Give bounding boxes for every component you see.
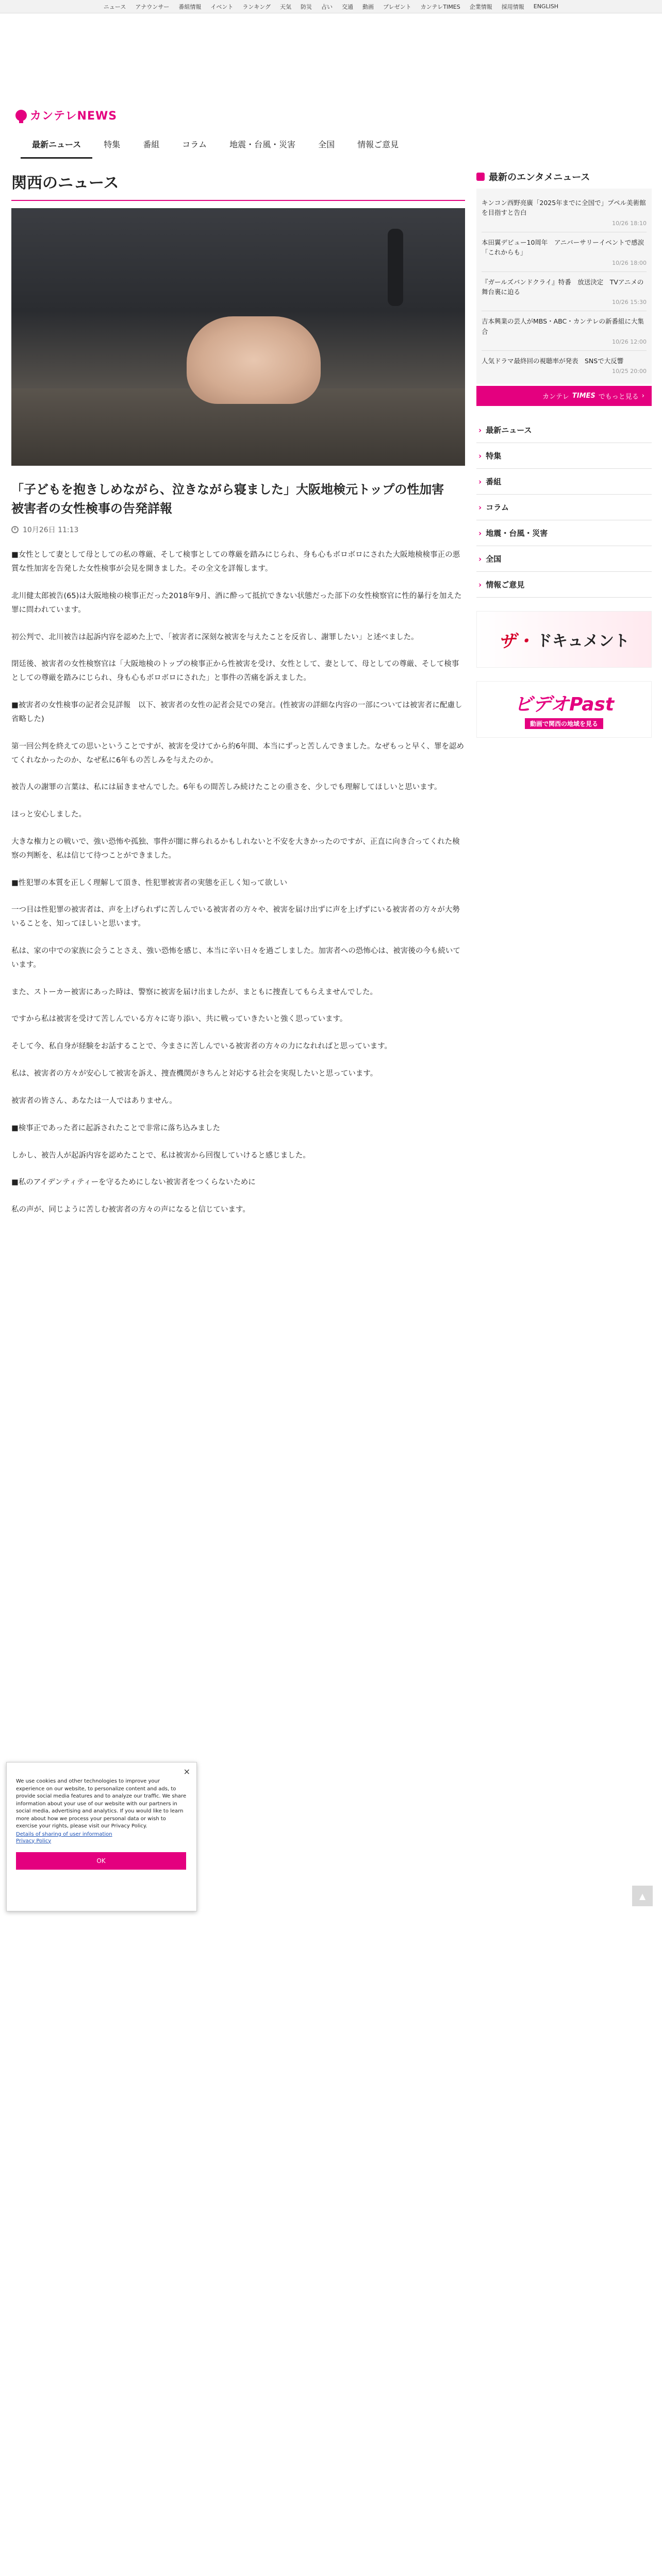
article-hero-image bbox=[11, 208, 465, 466]
banner-past-caption: 動画で関西の地域を見る bbox=[525, 718, 603, 729]
cookie-link-privacy[interactable]: Privacy Policy bbox=[16, 1838, 52, 1844]
utility-link[interactable]: 交通 bbox=[342, 3, 354, 10]
hands-shape bbox=[187, 316, 321, 404]
sidebar-category-item[interactable] bbox=[476, 443, 652, 469]
sidebar-category-item[interactable] bbox=[476, 546, 652, 572]
sidebar-category-label: コラム bbox=[486, 503, 509, 513]
utility-link[interactable]: ENGLISH bbox=[533, 3, 559, 10]
sidebar-category-label: 番組 bbox=[486, 477, 502, 487]
ent-heading bbox=[476, 170, 652, 189]
utility-link[interactable]: アナウンサー bbox=[135, 3, 170, 10]
sidebar-category-label: 情報ご意見 bbox=[486, 580, 525, 590]
utility-bar bbox=[0, 0, 662, 13]
ent-news-item[interactable] bbox=[482, 351, 647, 380]
logo-pin-icon bbox=[15, 110, 27, 121]
article-paragraph: ですから私は被害を受けて苦しんでいる方々に寄り添い、共に戦っていきたいと強く思っています。 bbox=[11, 1015, 347, 1024]
article-paragraph: 北川健太郎被告(65)は大阪地検の検事正だった2018年9月、酒に酔って抵抗できない状態だった部下の女性検察官に性的暴行を加えた罪に問われています。 bbox=[11, 592, 462, 614]
chevron-up-icon: ▲ bbox=[639, 1891, 646, 1901]
ent-news-date: 10/26 18:10 bbox=[612, 219, 647, 227]
chevron-right-icon: › bbox=[641, 392, 644, 400]
cookie-ok-button[interactable]: OK bbox=[16, 1852, 186, 1870]
category-list bbox=[476, 417, 652, 598]
utility-link[interactable]: ランキング bbox=[242, 3, 271, 10]
article-paragraph: しかし、被告人が起訴内容を認めたことで、私は被害から回復していけると感じました。 bbox=[11, 1151, 310, 1160]
section-title: 関西のニュース bbox=[11, 170, 465, 201]
utility-link[interactable]: ニュース bbox=[103, 3, 126, 10]
chevron-right-icon: › bbox=[478, 502, 482, 512]
ent-news-list bbox=[476, 189, 652, 384]
banner-past-title: ビデオPast bbox=[514, 694, 615, 716]
article-paragraph: 大きな権力との戦いで、強い恐怖や孤独、事件が闇に葬られるかもしれないと不安を大きかったのですが、正直に向き合ってくれた検察の判断を、私は信じて待つことができました。 bbox=[11, 837, 460, 860]
ent-news-item[interactable] bbox=[482, 193, 647, 232]
chevron-right-icon: › bbox=[478, 451, 482, 461]
article-paragraph: ■性犯罪の本質を正しく理解して頂き、性犯罪被害者の実態を正しく知って欲しい bbox=[11, 878, 288, 887]
nav-item[interactable]: 全国 bbox=[318, 140, 335, 149]
site-logo[interactable] bbox=[15, 107, 117, 123]
article-paragraph: ■女性として妻として母としての私の尊厳、そして検事としての尊厳を踏みにじられ、身も心もボロボロにされた大阪地検検事正の悪質な性加害を告発した女性検事が会見を開きました。その全文を詳報します。 bbox=[11, 551, 460, 573]
primary-nav bbox=[21, 138, 410, 159]
article-paragraph: 私は、被害者の方々が安心して被害を訴え、捜査機関がきちんと対応する社会を実現したいと思っています。 bbox=[11, 1070, 378, 1078]
article-paragraph: また、ストーカー被害にあった時は、警察に被害を届け出ましたが、まともに捜査してもらえませんでした。 bbox=[11, 988, 378, 996]
ent-news-date: 10/26 15:30 bbox=[612, 299, 647, 306]
ent-news-title: 『ガールズバンドクライ』特番 放送決定 TVアニメの舞台裏に迫る bbox=[482, 278, 644, 296]
utility-link[interactable]: 防災 bbox=[301, 3, 312, 10]
article-title: 「子どもを抱きしめながら、泣きながら寝ました」大阪地検元トップの性加害 被害者の女性検事の告発詳報 bbox=[11, 482, 457, 516]
sidebar-category-item[interactable] bbox=[476, 495, 652, 520]
utility-link[interactable]: イベント bbox=[210, 3, 234, 10]
sidebar-category-label: 最新ニュース bbox=[486, 426, 532, 435]
article-paragraph: そして今、私自身が経験をお話することで、今まさに苦しんでいる被害者の方々の力になれればと思っています。 bbox=[11, 1042, 392, 1051]
article-paragraph: ■私のアイデンティティーを守るためにしない被害者をつくらないために bbox=[11, 1178, 256, 1187]
times-prefix: カンテレ bbox=[542, 393, 569, 401]
clock-icon bbox=[11, 526, 19, 533]
sidebar-category-label: 地震・台風・災害 bbox=[486, 529, 548, 538]
sidebar-category-label: 全国 bbox=[486, 554, 502, 564]
chevron-right-icon: › bbox=[478, 528, 482, 538]
nav-item[interactable]: 情報ご意見 bbox=[357, 140, 399, 149]
sidebar bbox=[476, 170, 652, 738]
cookie-text: We use cookies and other technologies to improve your experience on our website, to personalize content and ads, to provide social media features and to analyze our traffic. We share information about your use of our website with our partners in social media, advertising and analytics. If you would like to learn more about how we process your personal data or wish to exercise your rights, please visit our Privacy Policy. bbox=[16, 1778, 187, 1829]
site-header bbox=[0, 13, 662, 123]
utility-link[interactable]: 番組情報 bbox=[178, 3, 202, 10]
nav-item[interactable]: 特集 bbox=[104, 140, 121, 149]
banner-the-document[interactable] bbox=[476, 611, 652, 668]
article-paragraph: 被告人の謝罪の言葉は、私には届きませんでした。6年もの間苦しみ続けたことの重さを、少しでも理解してほしいと思います。 bbox=[11, 783, 442, 792]
entertainment-icon bbox=[476, 173, 485, 181]
article-paragraph: 私の声が、同じように苦しむ被害者の方々の声になると信じています。 bbox=[11, 1206, 250, 1214]
main-content bbox=[11, 170, 465, 1230]
scroll-top-button[interactable] bbox=[632, 1886, 653, 1906]
ent-news-date: 10/26 18:00 bbox=[612, 259, 647, 266]
ent-heading-text: 最新のエンタメニュース bbox=[489, 172, 590, 183]
ent-news-title: 人気ドラマ最終回の視聴率が発表 SNSで大反響 bbox=[482, 357, 624, 365]
ent-news-item[interactable] bbox=[482, 232, 647, 272]
article-body bbox=[11, 548, 465, 1217]
article-paragraph: 一つ目は性犯罪の被害者は、声を上げられずに苦しんでいる被害者の方々や、被害を届け出ずに声を上げずにいる被害者の方々が大勢いることを、知ってほしいと思います。 bbox=[11, 906, 460, 928]
chevron-right-icon: › bbox=[478, 580, 482, 589]
utility-link[interactable]: プレゼント bbox=[383, 3, 411, 10]
utility-link[interactable]: 占い bbox=[321, 3, 333, 10]
utility-link[interactable]: 天気 bbox=[280, 3, 292, 10]
cookie-consent-dialog bbox=[6, 1762, 197, 1911]
article-paragraph: ■被害者の女性検事の記者会見詳報 以下、被害者の女性の記者会見での発言。(性被害の詳細な内容の一部については被害者に配慮し省略した) bbox=[11, 701, 462, 723]
sidebar-category-item[interactable] bbox=[476, 417, 652, 443]
nav-item[interactable]: 地震・台風・災害 bbox=[229, 140, 296, 149]
ent-news-item[interactable] bbox=[482, 311, 647, 351]
times-suffix: でもっと見る bbox=[598, 393, 639, 401]
article-date-text: 10月26日 11:13 bbox=[23, 526, 79, 535]
article-paragraph: 私は、家の中での家族に会うことさえ、強い恐怖を感じ、本当に辛い日々を過ごしました。加害者への恐怖心は、被害後の今も続いています。 bbox=[11, 947, 460, 969]
ent-news-title: キンコン西野亮廣「2025年までに全国で」プペル美術館を目指すと告白 bbox=[482, 199, 646, 217]
chevron-right-icon: › bbox=[478, 554, 482, 564]
sidebar-category-item[interactable] bbox=[476, 520, 652, 546]
ent-news-item[interactable] bbox=[482, 272, 647, 312]
article-paragraph: ほっと安心しました。 bbox=[11, 810, 86, 819]
utility-link[interactable]: 企業情報 bbox=[469, 3, 492, 10]
ent-news-title: 吉本興業の芸人がMBS・ABC・カンテレの新番組に大集合 bbox=[482, 317, 644, 335]
close-icon[interactable]: × bbox=[183, 1767, 190, 1776]
utility-link[interactable]: カンテレTIMES bbox=[420, 3, 460, 10]
article-paragraph: ■検事正であった者に起訴されたことで非常に落ち込みました bbox=[11, 1124, 221, 1132]
cookie-link-sharing[interactable]: Details of sharing of user information bbox=[16, 1831, 112, 1837]
times-more-button[interactable] bbox=[476, 386, 652, 406]
nav-item[interactable]: コラム bbox=[182, 140, 207, 149]
microphone-shape bbox=[388, 229, 403, 306]
nav-item[interactable]: 最新ニュース bbox=[21, 138, 92, 159]
sidebar-category-item[interactable] bbox=[476, 469, 652, 495]
logo-text: カンテレNEWS bbox=[30, 110, 118, 123]
article-paragraph: 初公判で、北川被告は起訴内容を認めた上で、「被害者に深刻な被害を与えたことを反省し、謝罪したい」と述べました。 bbox=[11, 633, 419, 641]
article-paragraph: 被害者の皆さん、あなたは一人ではありません。 bbox=[11, 1096, 177, 1105]
sidebar-category-label: 特集 bbox=[486, 451, 502, 461]
article-date bbox=[11, 524, 465, 535]
nav-item[interactable]: 番組 bbox=[143, 140, 160, 149]
utility-link[interactable]: 採用情報 bbox=[501, 3, 524, 10]
banner-video-past[interactable] bbox=[476, 681, 652, 738]
chevron-right-icon: › bbox=[478, 477, 482, 486]
ent-news-date: 10/25 20:00 bbox=[612, 368, 647, 375]
times-brand: TIMES bbox=[572, 392, 595, 400]
banner-doc-prefix: ザ・ bbox=[499, 631, 534, 652]
article-paragraph: 第一回公判を終えての思いということですが、被害を受けてから約6年間、本当にずっと苦しんできました。なぜもっと早く、罪を認めてくれなかったのか、なぜ私に6年もの苦しみを与えたのか。 bbox=[11, 742, 465, 765]
chevron-right-icon: › bbox=[478, 425, 482, 435]
sidebar-category-item[interactable] bbox=[476, 572, 652, 598]
utility-link[interactable]: 動画 bbox=[362, 3, 374, 10]
ent-news-date: 10/26 12:00 bbox=[612, 338, 647, 345]
banner-doc-title: ドキュメント bbox=[537, 632, 630, 651]
article-paragraph: 閉廷後、被害者の女性検察官は「大阪地検のトップの検事正から性被害を受け、女性として、妻として、母としての尊厳、そして検事としての尊厳を踏みにじられ、身も心もボロボロにされた」と事件の苦痛を訴えました。 bbox=[11, 660, 459, 683]
ent-news-title: 本田翼デビュー10周年 アニバーサリーイベントで感涙「これからも」 bbox=[482, 238, 644, 257]
